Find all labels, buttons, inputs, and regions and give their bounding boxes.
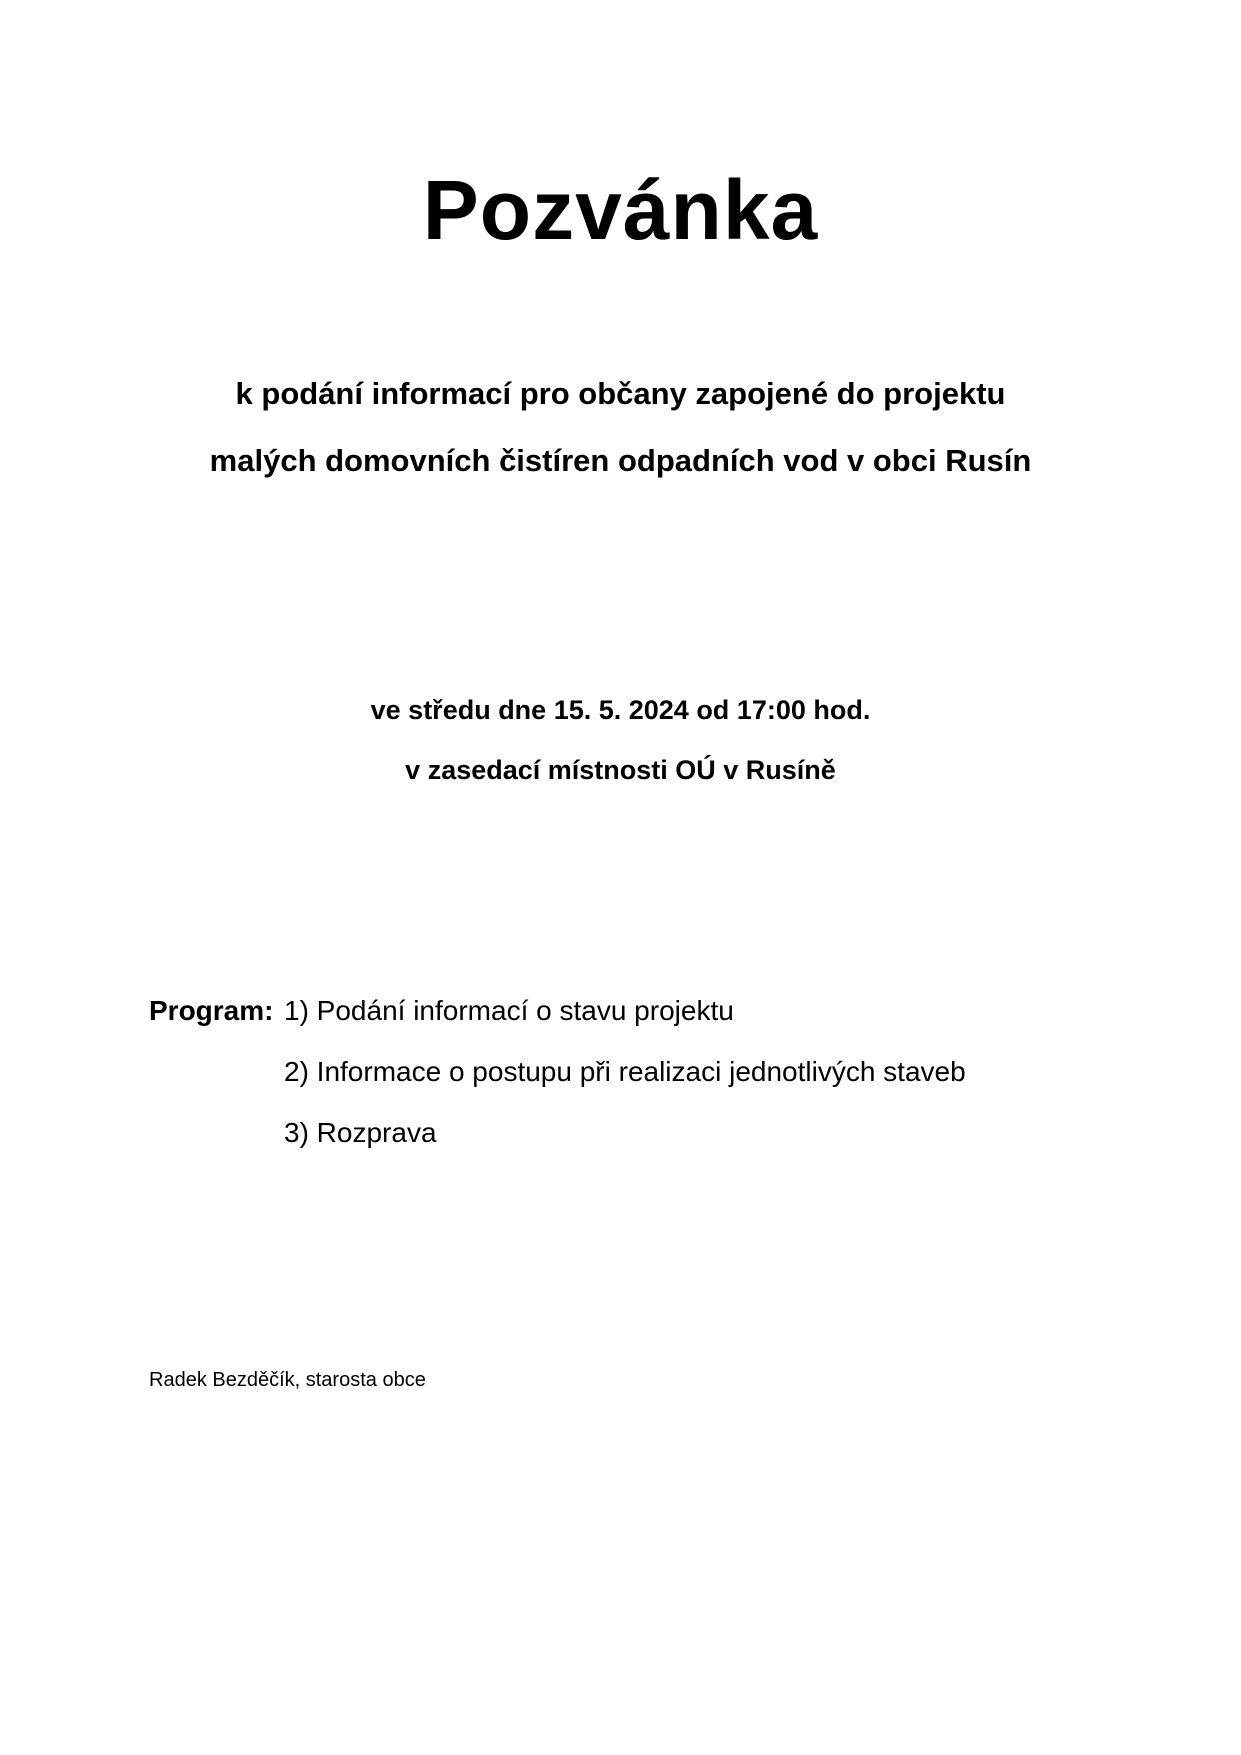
document-title: Pozvánka [422, 163, 819, 257]
program-item: 3) Rozprava [284, 1117, 437, 1148]
signature: Radek Bezděčík, starosta obce [149, 1369, 426, 1391]
program-label-spacer [149, 1102, 284, 1163]
program-row [149, 980, 966, 1041]
program-label-spacer [149, 1041, 284, 1102]
program-row [149, 1041, 966, 1102]
subtitle-line: k podání informací pro občany zapojené do projektu [235, 376, 1006, 411]
program-section [149, 980, 966, 1163]
program-row [149, 1102, 966, 1163]
event-details [0, 680, 1241, 800]
program-item: 2) Informace o postupu při realizaci jednotlivých staveb [284, 1056, 966, 1087]
event-location: v zasedací místnosti OÚ v Rusíně [405, 755, 836, 785]
document-subtitle [0, 360, 1241, 494]
program-label: Program: [149, 995, 274, 1026]
program-item: 1) Podání informací o stavu projektu [284, 995, 734, 1026]
subtitle-line: malých domovních čistíren odpadních vod v obci Rusín [209, 443, 1032, 478]
event-date: ve středu dne 15. 5. 2024 od 17:00 hod. [370, 695, 871, 725]
